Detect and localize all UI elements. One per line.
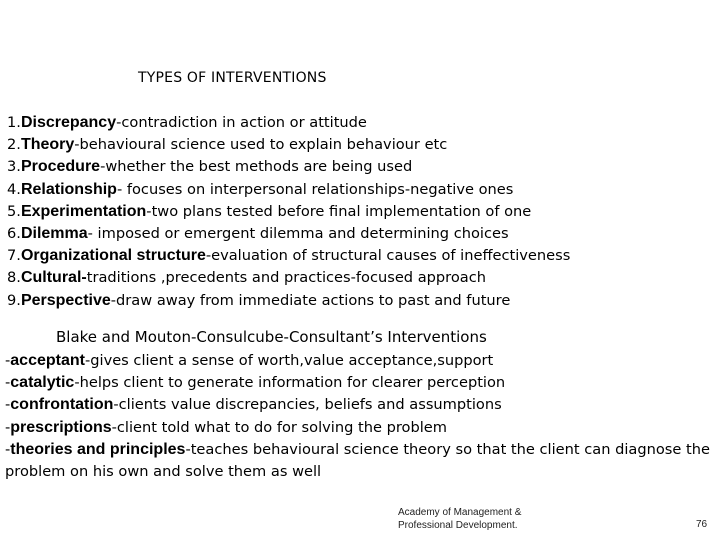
item-term: Organizational structure xyxy=(20,247,206,265)
item-term: Experimentation xyxy=(20,202,147,220)
item-desc: -contradiction in action or attitude xyxy=(116,114,367,131)
list-item: 6.Dilemma- imposed or emergent dilemma and determining choices xyxy=(7,225,509,243)
item-term: Dilemma xyxy=(20,225,88,243)
footer-credit xyxy=(398,506,521,532)
list-item: -theories and principles-teaches behavioural science theory so that the client can diagnose the problem on his own and solve them as well xyxy=(5,440,710,481)
role-desc: -teaches behavioural science theory so that the client can diagnose the problem on his own and solve them as well xyxy=(5,440,710,481)
list-item: -confrontation-clients value discrepancies, beliefs and assumptions xyxy=(5,396,502,414)
list-item: 9.Perspective-draw away from immediate actions to past and future xyxy=(7,291,511,309)
role-desc: -client told what to do for solving the problem xyxy=(111,418,447,436)
role-term: acceptant xyxy=(10,352,85,369)
item-desc: - imposed or emergent dilemma and determining choices xyxy=(87,225,509,243)
list-item: -acceptant-gives client a sense of worth,value acceptance,support xyxy=(5,352,494,369)
item-desc: -whether the best methods are being used xyxy=(100,158,413,176)
interventions-list xyxy=(7,112,722,312)
item-desc: -two plans tested before final implementation of one xyxy=(146,202,532,220)
item-desc: -behavioural science used to explain behaviour etc xyxy=(74,136,448,154)
item-term: Cultural- xyxy=(20,269,87,287)
item-desc: - focuses on interpersonal relationships-negative ones xyxy=(116,180,514,198)
list-item: 1.Discrepancy-contradiction in action or attitude xyxy=(7,114,367,131)
item-term: Relationship xyxy=(20,180,117,198)
list-item: -prescriptions-client told what to do for solving the problem xyxy=(5,418,447,436)
role-term: catalytic xyxy=(10,374,75,392)
list-item: 8.Cultural-traditions ,precedents and practices-focused approach xyxy=(7,269,487,287)
item-term: Theory xyxy=(20,136,75,154)
role-term: theories and principles xyxy=(10,440,186,458)
list-item: 5.Experimentation-two plans tested before final implementation of one xyxy=(7,202,532,220)
list-item: 7.Organizational structure-evaluation of structural causes of ineffectiveness xyxy=(7,247,571,265)
page-number: 76 xyxy=(696,519,708,530)
list-item: -catalytic-helps client to generate information for clearer perception xyxy=(5,374,506,392)
item-term: Perspective xyxy=(20,291,111,309)
footer-line: Academy of Management & xyxy=(398,507,522,518)
role-desc: -gives client a sense of worth,value acceptance,support xyxy=(84,352,494,369)
item-term: Procedure xyxy=(20,158,101,176)
item-desc: traditions ,precedents and practices-focused approach xyxy=(86,269,487,287)
role-term: confrontation xyxy=(10,396,114,414)
role-term: prescriptions xyxy=(10,418,112,436)
list-item: 2.Theory-behavioural science used to explain behaviour etc xyxy=(7,136,448,154)
slide-title: TYPES OF INTERVENTIONS xyxy=(138,70,327,86)
footer-line: Professional Development. xyxy=(398,520,518,531)
item-desc: -evaluation of structural causes of ineffectiveness xyxy=(205,247,571,265)
role-desc: -helps client to generate information for clearer perception xyxy=(74,374,506,392)
item-term: Discrepancy xyxy=(20,114,117,131)
section-subtitle: Blake and Mouton-Consulcube-Consultant’s Interventions xyxy=(56,328,487,346)
list-item: 4.Relationship- focuses on interpersonal relationships-negative ones xyxy=(7,180,514,198)
role-desc: -clients value discrepancies, beliefs and assumptions xyxy=(113,396,502,414)
consultant-roles-list xyxy=(5,350,723,483)
list-item: 3.Procedure-whether the best methods are being used xyxy=(7,158,413,176)
item-desc: -draw away from immediate actions to past and future xyxy=(110,291,511,309)
